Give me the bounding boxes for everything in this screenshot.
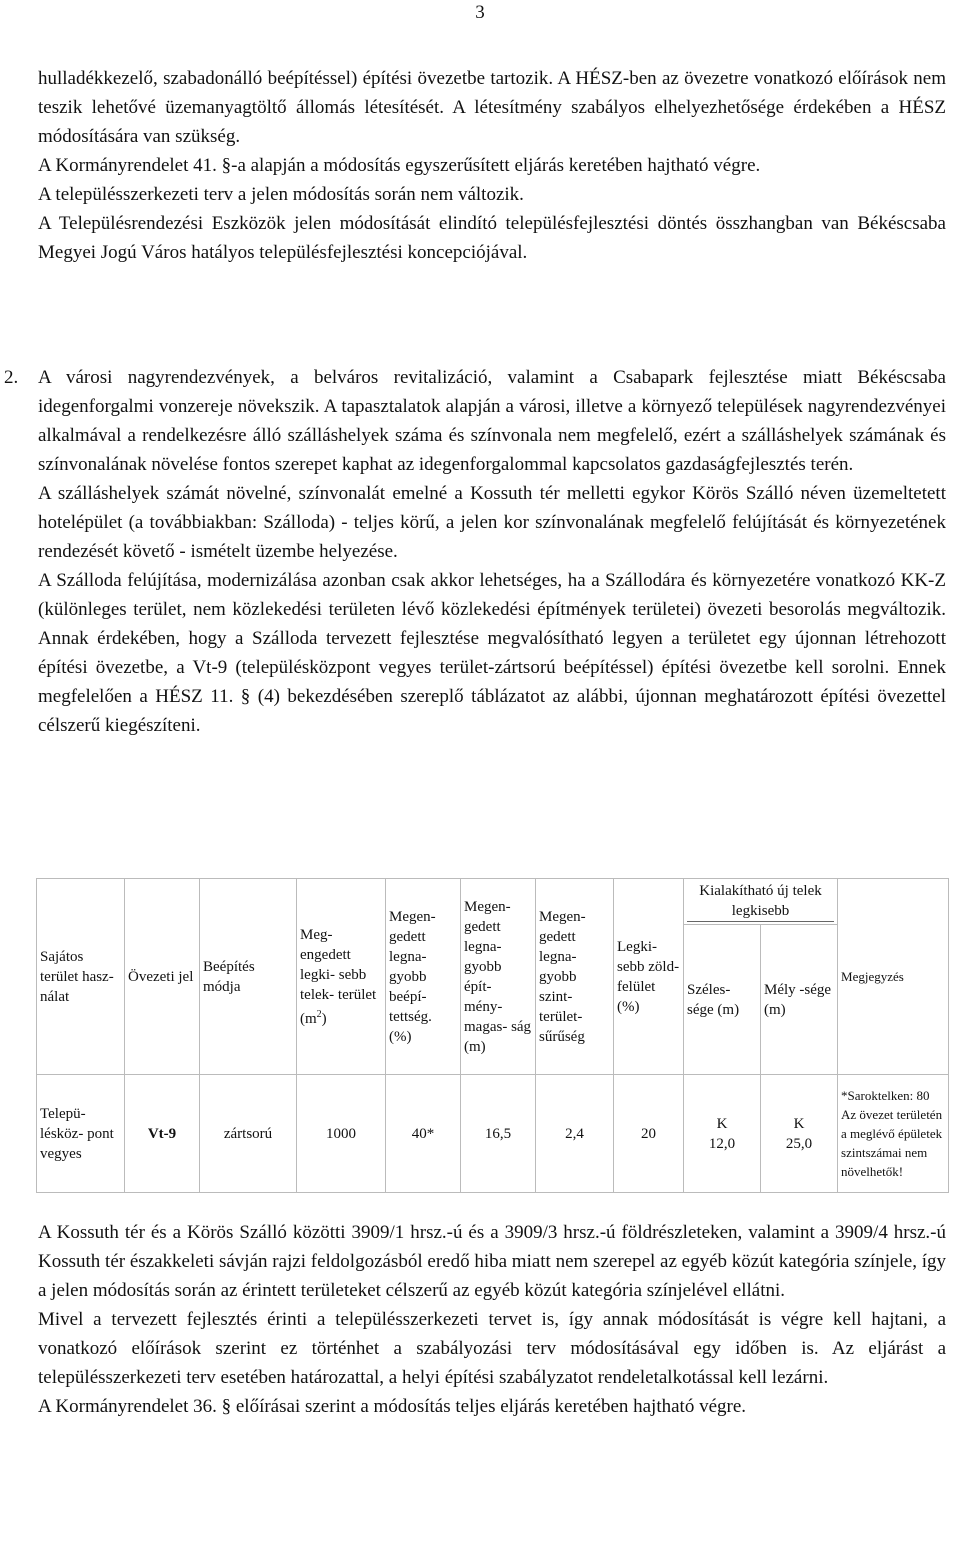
cell-lot-width (684, 1075, 761, 1193)
intro-section (38, 64, 946, 267)
header-build-mode: Beépítés módja (200, 879, 297, 1075)
header-min-lot-unit: (m (300, 1010, 317, 1027)
cell-min-lot: 1000 (297, 1075, 386, 1193)
header-zone-code: Övezeti jel (125, 879, 200, 1075)
cell-note: *Saroktelken: 80 Az övezet területén a meglévő épületek szintszámai nem növelhetők! (838, 1075, 949, 1193)
cell-min-green: 20 (614, 1075, 684, 1193)
zoning-table (36, 878, 949, 1193)
header-max-density: Megen- gedett legna- gyobb szint- terület- sűrűség (536, 879, 614, 1075)
header-min-lot-unit-end: ) (321, 1010, 327, 1027)
header-land-use: Sajátos terület hasz- nálat (37, 879, 125, 1075)
header-note: Megjegyzés (838, 879, 949, 1075)
header-lot-depth: Mély -sége (m) (761, 925, 838, 1075)
paragraph: A településszerkezeti terv a jelen módosítás során nem változik. (38, 184, 524, 205)
header-min-lot (297, 879, 386, 1075)
paragraph: A Kossuth tér és a Körös Szálló közötti 3909/1 hrsz.-ú és a 3909/3 hrsz.-ú földrészleteken, valamint a 3909/4 hrsz.-ú Kossuth tér északkeleti sávján rajzi feldolgozásból eredő hiba miatt nem szerepel az egyéb közút kategória színjele, így a jelen módosítás során az érintett területeket célszerű az egyéb közút kategória színjelével ellátni. (38, 1222, 946, 1301)
item2-section (38, 363, 946, 740)
cell-lot-depth (761, 1075, 838, 1193)
cell-zone-code: Vt-9 (125, 1075, 200, 1193)
cell-land-use: Telepü- lésköz- pont vegyes (37, 1075, 125, 1193)
header-min-lot-unit-sup: 2 (316, 1008, 322, 1020)
cell-build-mode: zártsorú (200, 1075, 297, 1193)
header-lot-width: Széles- sége (m) (684, 925, 761, 1075)
paragraph: A városi nagyrendezvények, a belváros revitalizáció, valamint a Csabapark fejlesztése miatt Békéscsaba idegenforgalmi vonzereje növekszik. A tapasztalatok alapján a városi, illetve a környező települések nagyrendezvényei alkalmával a rendelkezésre álló szálláshelyek száma és színvonala nem megfelelő, ezért a szálláshelyek számának és színvonalának növelése fontos szerepet kaphat az idegenforgalommal kapcsolatos gazdaságfejlesztés terén. (38, 367, 946, 475)
paragraph: A Szálloda felújítása, modernizálása azonban csak akkor lehetséges, ha a Szállodára és környezetére vonatkozó KK-Z (különleges terület, nem közlekedési területen lévő közlekedési építmények területei) övezeti besorolás megváltozik. Annak érdekében, hogy a Szálloda tervezett fejlesztése megvalósítható legyen a területet egy újonnan létrehozott építési övezetbe, a Vt-9 (településközpont vegyes terület-zártsorú beépítéssel) építési övezetbe kell sorolni. Ennek megfelelően a HÉSZ 11. § (4) bekezdésében szereplő táblázatot az alábbi, újonnan meghatározott építési övezettel célszerű kiegészíteni. (38, 570, 946, 736)
cell-max-coverage: 40* (386, 1075, 461, 1193)
header-max-coverage: Megen- gedett legna- gyobb beépí- tettség. (%) (386, 879, 461, 1075)
cell-lot-width-k: K (716, 1115, 728, 1132)
cell-lot-depth-value: 25,0 (785, 1135, 813, 1152)
cell-max-height: 16,5 (461, 1075, 536, 1193)
page-number: 3 (475, 2, 485, 23)
paragraph: A Kormányrendelet 36. § előírásai szerint a módosítás teljes eljárás keretében hajtható végre. (38, 1396, 747, 1417)
cell-lot-width-value: 12,0 (708, 1135, 736, 1152)
paragraph: hulladékkezelő, szabadonálló beépítéssel) építési övezetbe tartozik. A HÉSZ-ben az övezetre vonatkozó előírások nem teszik lehetővé üzemanyagtöltő állomás létesítését. A létesítmény szabályos elhelyezhetősége érdekében a HÉSZ módosítására van szükség. (38, 68, 946, 147)
cell-lot-depth-k: K (793, 1115, 805, 1132)
paragraph: A Településrendezési Eszközök jelen módosítását elindító településfejlesztési döntés összhangban van Békéscsaba Megyei Jogú Város hatályos településfejlesztési koncepciójával. (38, 213, 946, 263)
cell-max-density: 2,4 (536, 1075, 614, 1193)
table-row (37, 1075, 949, 1193)
closing-section (38, 1218, 946, 1421)
paragraph: A Kormányrendelet 41. §-a alapján a módosítás egyszerűsített eljárás keretében hajtható végre. (38, 155, 761, 176)
item-number: 2. (4, 367, 19, 388)
header-min-green: Legki- sebb zöld- felület (%) (614, 879, 684, 1075)
header-max-height: Megen- gedett legna- gyobb épít- mény- magas- ság (m) (461, 879, 536, 1075)
paragraph: A szálláshelyek számát növelné, színvonalát emelné a Kossuth tér melletti egykor Körös Szálló néven üzemeltetett hotelépület (a továbbiakban: Szálloda) - teljes körű, a jelen kor színvonalának megfelelő felújítását és környezetének rendezését követő - ismételt üzembe helyezése. (38, 483, 946, 562)
header-min-lot-label: Meg- engedett legki- sebb telek- terület (300, 926, 377, 1003)
header-new-lot (684, 879, 838, 925)
header-new-lot-label: Kialakítható új telek legkisebb (687, 881, 834, 922)
paragraph: Mivel a tervezett fejlesztés érinti a településszerkezeti tervet is, így annak módosítását is végre kell hajtani, a vonatkozó előírások szerint ez történhet a szabályozási terv módosításával egy időben is. Az eljárást a településszerkezeti terv esetében határozattal, a helyi építési szabályzatot rendeletalkotással kell lezárni. (38, 1309, 946, 1388)
